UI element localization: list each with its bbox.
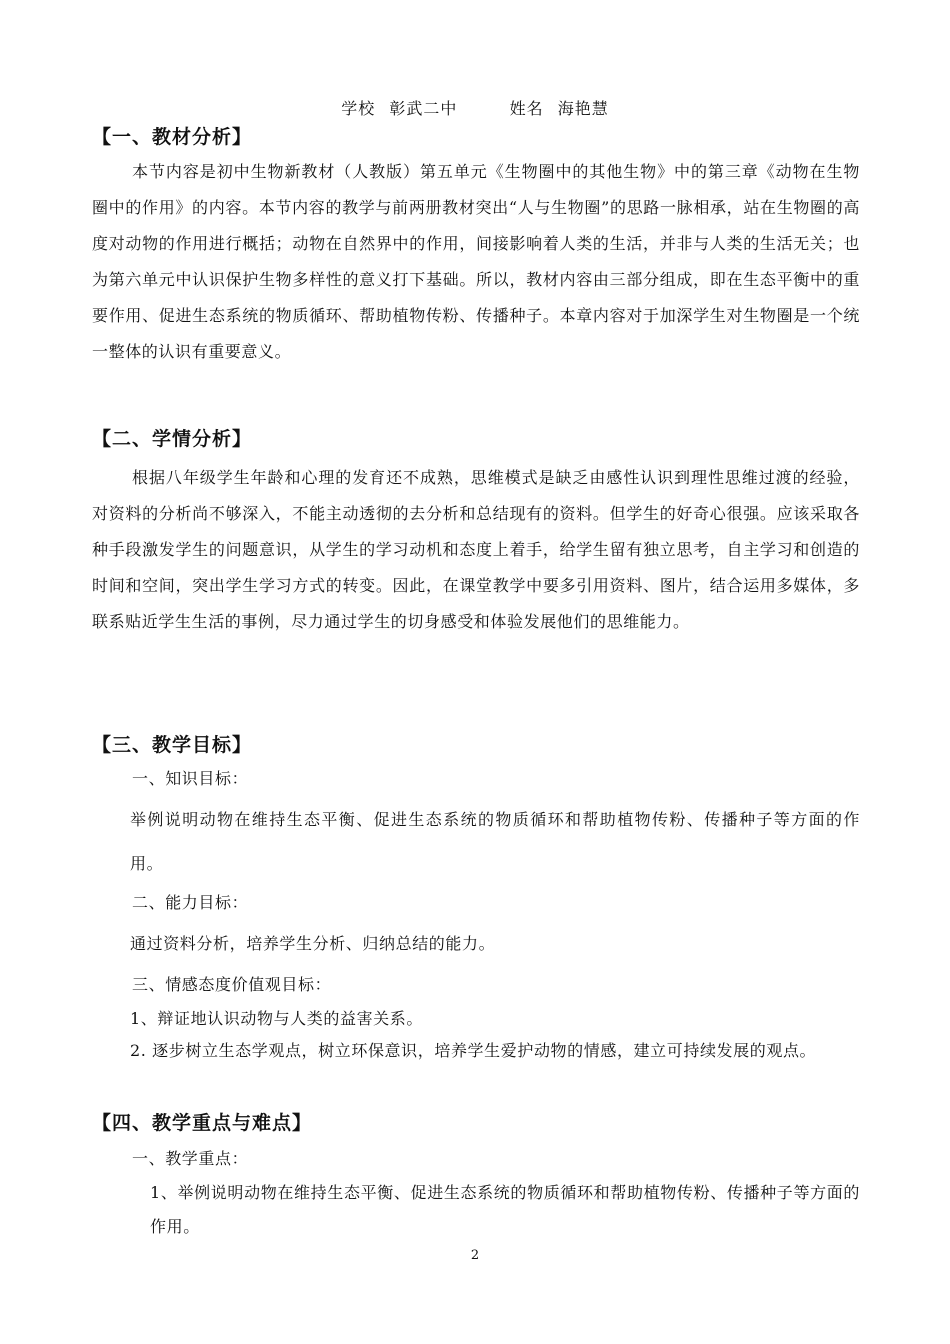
section-heading-student-analysis: 【二、学情分析】 (92, 428, 253, 450)
school-label: 学校 (341, 99, 376, 118)
student-analysis-paragraph: 根据八年级学生年龄和心理的发育还不成熟，思维模式是缺乏由感性认识到理性思维过渡的经验，对资料的分析尚不够深入，不能主动透彻的去分析和总结现有的资料。但学生的好奇心很强。应该采取各种手段激发学生的问题意识，从学生的学习动机和态度上着手，给学生留有独立思考，自主学习和创造的时间和空间，突出学生学习方式的转变。因此，在课堂教学中要多引用资料、图片，结合运用多媒体，多联系贴近学生生活的事例，尽力通过学生的切身感受和体验发展他们的思维能力。 (92, 468, 860, 631)
section-heading-teaching-objectives: 【三、教学目标】 (92, 734, 253, 756)
ability-objective-label: 二、能力目标： (132, 893, 249, 912)
ability-objective-text: 通过资料分析，培养学生分析、归纳总结的能力。 (130, 934, 496, 953)
emotion-objective-label: 三、情感态度价值观目标： (132, 975, 332, 994)
section-heading-textbook-analysis: 【一、教材分析】 (92, 126, 253, 148)
author-name: 海艳慧 (557, 99, 609, 118)
teaching-focus-item-1: 1、举例说明动物在维持生态平衡、促进生态系统的物质循环和帮助植物传粉、传播种子等方面的作用。 (150, 1183, 860, 1236)
knowledge-objective-text: 举例说明动物在维持生态平衡、促进生态系统的物质循环和帮助植物传粉、传播种子等方面的作用。 (130, 810, 860, 873)
knowledge-objective-label: 一、知识目标： (132, 769, 249, 788)
school-name: 彰武二中 (389, 99, 458, 118)
emotion-objective-item-2: 2. 逐步树立生态学观点，树立环保意识，培养学生爱护动物的情感，建立可持续发展的观点。 (130, 1041, 817, 1060)
page-number: 2 (470, 1248, 480, 1263)
name-label: 姓名 (509, 99, 544, 118)
emotion-objective-item-1: 1、辩证地认识动物与人类的益害关系。 (130, 1009, 423, 1028)
page-header (0, 96, 950, 119)
section-heading-key-points: 【四、教学重点与难点】 (92, 1112, 313, 1134)
textbook-analysis-paragraph: 本节内容是初中生物新教材（人教版）第五单元《生物圈中的其他生物》中的第三章《动物在生物圈中的作用》的内容。本节内容的教学与前两册教材突出“人与生物圈”的思路一脉相承，站在生物圈的高度对动物的作用进行概括；动物在自然界中的作用，间接影响着人类的生活，并非与人类的生活无关；也为第六单元中认识保护生物多样性的意义打下基础。所以，教材内容由三部分组成，即在生态平衡中的重要作用、促进生态系统的物质循环、帮助植物传粉、传播种子。本章内容对于加深学生对生物圈是一个统一整体的认识有重要意义。 (92, 162, 860, 361)
teaching-focus-label: 一、教学重点： (132, 1149, 249, 1168)
